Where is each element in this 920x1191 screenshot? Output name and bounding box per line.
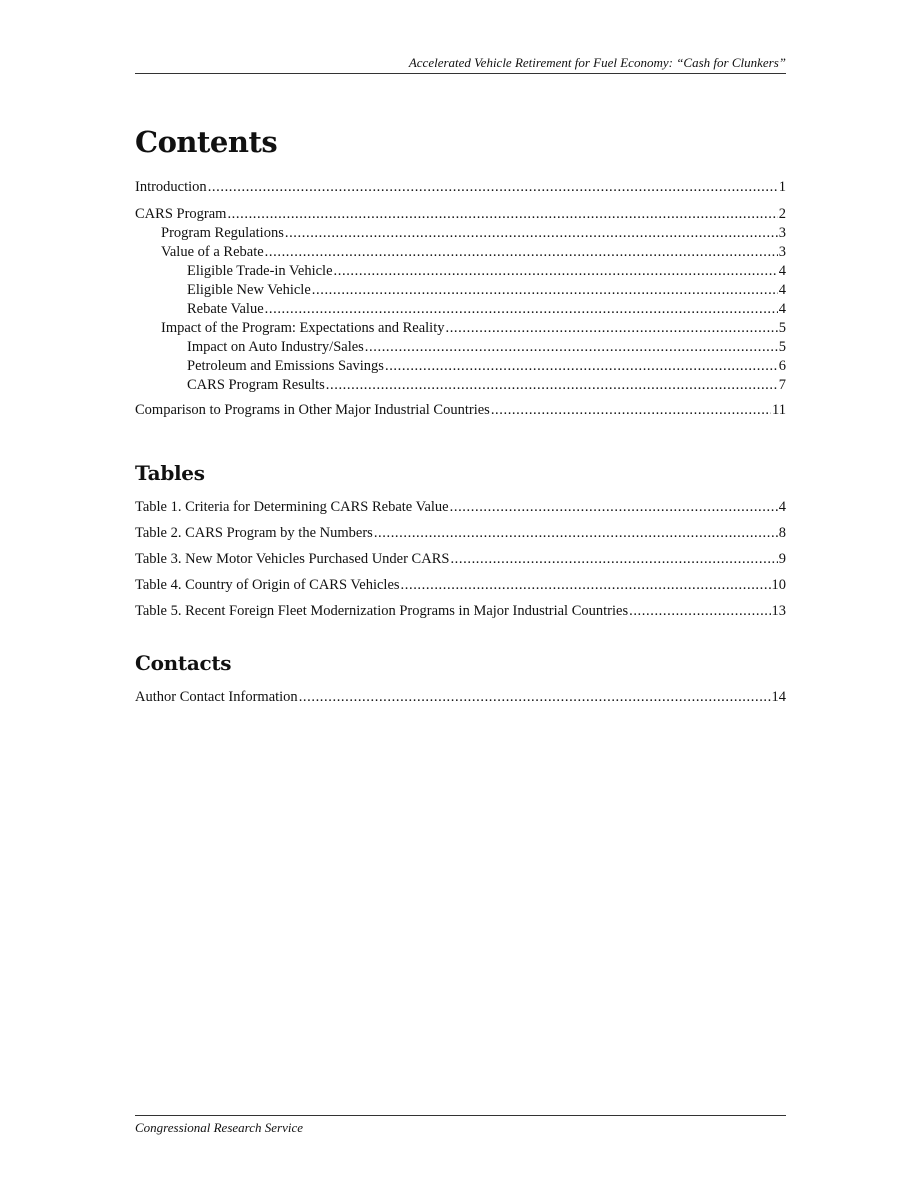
toc-entry-label: Impact on Auto Industry/Sales (187, 339, 364, 355)
dot-leader (208, 178, 778, 197)
toc-entry[interactable] (135, 338, 786, 357)
toc-entry-page: 4 (778, 282, 786, 298)
dot-leader (265, 243, 778, 262)
contents-list (135, 178, 786, 420)
contacts-title: Contacts (135, 651, 232, 675)
toc-entry-page: 5 (778, 320, 786, 336)
dot-leader (285, 224, 778, 243)
footer-rule (135, 1115, 786, 1116)
toc-entry[interactable] (135, 688, 786, 707)
tables-title: Tables (135, 461, 205, 485)
dot-leader (629, 602, 770, 621)
toc-entry-page: 10 (771, 577, 786, 593)
toc-entry-page: 8 (778, 525, 786, 541)
toc-entry-label: Rebate Value (187, 301, 264, 317)
dot-leader (450, 498, 778, 517)
toc-entry[interactable] (135, 300, 786, 319)
toc-entry-page: 2 (778, 206, 786, 222)
toc-entry-label: Eligible Trade-in Vehicle (187, 263, 333, 279)
toc-entry[interactable] (135, 281, 786, 300)
toc-entry-label: Table 2. CARS Program by the Numbers (135, 525, 373, 541)
toc-entry-page: 5 (778, 339, 786, 355)
toc-entry-page: 14 (771, 689, 786, 705)
dot-leader (374, 524, 778, 543)
dot-leader (312, 281, 778, 300)
dot-leader (299, 688, 771, 707)
toc-entry-label: Table 5. Recent Foreign Fleet Modernization Programs in Major Industrial Countries (135, 603, 629, 619)
toc-entry-page: 11 (772, 402, 786, 418)
dot-leader (227, 205, 777, 224)
toc-entry-label: CARS Program Results (187, 377, 325, 393)
toc-entry-label: Introduction (135, 179, 207, 195)
toc-entry-page: 3 (778, 225, 786, 241)
toc-entry-page: 1 (778, 179, 786, 195)
toc-entry[interactable] (135, 576, 786, 595)
toc-entry-label: Program Regulations (161, 225, 284, 241)
toc-entry-page: 3 (778, 244, 786, 260)
header-rule (135, 73, 786, 74)
toc-entry-page: 6 (778, 358, 786, 374)
running-footer: Congressional Research Service (135, 1120, 303, 1135)
toc-entry-label: Author Contact Information (135, 689, 298, 705)
tables-list (135, 498, 786, 621)
toc-entry-label: Table 1. Criteria for Determining CARS Rebate Value (135, 499, 449, 515)
dot-leader (385, 357, 778, 376)
toc-entry[interactable] (135, 178, 786, 197)
toc-entry-page: 7 (778, 377, 786, 393)
toc-entry[interactable] (135, 401, 786, 420)
toc-entry[interactable] (135, 205, 786, 224)
dot-leader (326, 376, 778, 395)
toc-entry-label: CARS Program (135, 206, 227, 222)
toc-entry-page: 13 (771, 603, 786, 619)
toc-entry-page: 9 (778, 551, 786, 567)
toc-entry-label: Value of a Rebate (161, 244, 264, 260)
dot-leader (365, 338, 778, 357)
toc-entry[interactable] (135, 262, 786, 281)
dot-leader (334, 262, 778, 281)
toc-entry[interactable] (135, 243, 786, 262)
toc-entry-label: Table 4. Country of Origin of CARS Vehicles (135, 577, 400, 593)
toc-entry[interactable] (135, 602, 786, 621)
dot-leader (401, 576, 771, 595)
toc-entry-page: 4 (778, 499, 786, 515)
toc-entry-label: Petroleum and Emissions Savings (187, 358, 384, 374)
dot-leader (265, 300, 778, 319)
toc-entry[interactable] (135, 376, 786, 395)
toc-entry-label: Comparison to Programs in Other Major Industrial Countries (135, 402, 490, 418)
toc-entry-label: Table 3. New Motor Vehicles Purchased Under CARS (135, 551, 450, 567)
contents-title: Contents (135, 125, 278, 159)
running-header: Accelerated Vehicle Retirement for Fuel Economy: “Cash for Clunkers” (408, 55, 786, 70)
dot-leader (450, 550, 777, 569)
toc-entry-label: Eligible New Vehicle (187, 282, 311, 298)
toc-entry[interactable] (135, 550, 786, 569)
dot-leader (491, 401, 771, 420)
toc-entry-page: 4 (778, 263, 786, 279)
document-body (135, 125, 786, 707)
toc-entry[interactable] (135, 357, 786, 376)
toc-entry[interactable] (135, 524, 786, 543)
toc-entry[interactable] (135, 319, 786, 338)
dot-leader (445, 319, 777, 338)
toc-entry[interactable] (135, 224, 786, 243)
toc-entry-page: 4 (778, 301, 786, 317)
contacts-list (135, 688, 786, 707)
toc-entry-label: Impact of the Program: Expectations and Reality (161, 320, 445, 336)
toc-entry[interactable] (135, 498, 786, 517)
